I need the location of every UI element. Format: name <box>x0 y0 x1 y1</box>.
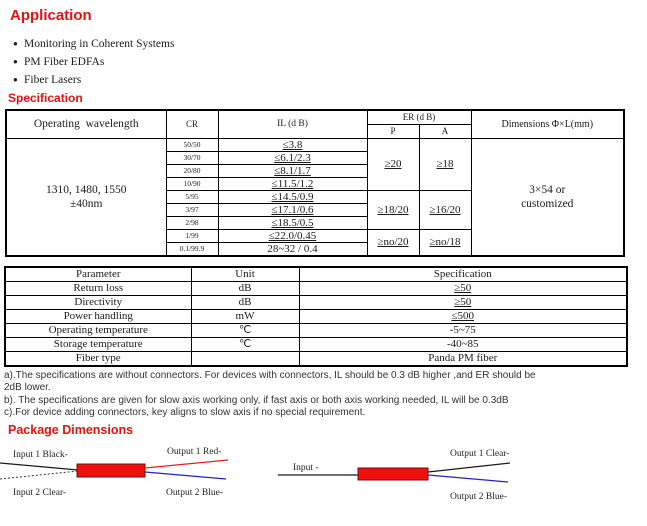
cr-cell: 30/70 <box>166 151 218 164</box>
cr-cell: 2/98 <box>166 216 218 229</box>
footnote-a: a).The specifications are without connectors. For devices with connectors, IL should be 0.3 dB higher ,and ER should be 2dB lower. <box>4 369 536 393</box>
output1-label: Output 1 Clear- <box>450 448 510 459</box>
parameter-cell: Operating temperature <box>5 323 191 337</box>
col-er-a: A <box>419 124 471 138</box>
spec-cell: ≤500 <box>299 309 627 323</box>
coupler-2x2-diagram <box>0 437 290 507</box>
col-er-p: P <box>367 124 419 138</box>
cr-cell: 10/90 <box>166 177 218 190</box>
il-cell: ≤22.0/0.45 <box>218 229 367 242</box>
unit-cell: ℃ <box>191 323 299 337</box>
cr-cell: 0.1/99.9 <box>166 242 218 256</box>
list-item <box>0 53 647 71</box>
col-specification: Specification <box>299 267 627 282</box>
er-a-cell: ≥no/18 <box>419 229 471 256</box>
bullet-icon: ● <box>13 39 18 48</box>
application-item-label: Fiber Lasers <box>24 74 82 86</box>
col-er: ER (d B) <box>367 110 471 124</box>
parameter-cell: Return loss <box>5 281 191 295</box>
parameter-table <box>4 266 628 367</box>
input-label: Input - <box>293 462 319 473</box>
coupler-body <box>358 468 428 480</box>
application-list <box>0 35 647 89</box>
il-cell: ≤17.1/0.6 <box>218 203 367 216</box>
input2-label: Input 2 Clear- <box>13 487 67 498</box>
output2-label: Output 2 Blue- <box>166 487 223 498</box>
output1-fiber-line <box>428 463 510 472</box>
unit-cell: ℃ <box>191 337 299 351</box>
specification-heading: Specification <box>8 91 83 105</box>
application-heading: Application <box>10 7 92 24</box>
bullet-icon: ● <box>13 75 18 84</box>
col-dimensions: Dimensions Φ×L(mm) <box>471 110 624 138</box>
list-item <box>0 71 647 89</box>
footnote-b: b). The specifications are given for slow axis working only, if fast axis or both axis working needed, IL will be 0.3dB <box>4 394 509 406</box>
input1-label: Input 1 Black- <box>13 449 68 460</box>
specification-table <box>5 109 625 257</box>
table-row <box>5 323 627 337</box>
spec-cell: -40~85 <box>299 337 627 351</box>
unit-cell: dB <box>191 295 299 309</box>
dimensions-line2: customized <box>521 197 574 210</box>
er-p-cell: ≥no/20 <box>367 229 419 256</box>
package-diagrams <box>0 437 647 509</box>
table-row <box>5 351 627 366</box>
er-p-cell: ≥18/20 <box>367 190 419 229</box>
spec-cell: ≥50 <box>299 295 627 309</box>
list-item <box>0 35 647 53</box>
spec-cell: ≥50 <box>299 281 627 295</box>
unit-cell: dB <box>191 281 299 295</box>
application-item-label: Monitoring in Coherent Systems <box>24 38 175 50</box>
application-item-label: PM Fiber EDFAs <box>24 56 105 68</box>
cr-cell: 5/95 <box>166 190 218 203</box>
col-operating-wavelength: Operating wavelength <box>6 110 166 138</box>
il-cell: ≤8.1/1.7 <box>218 164 367 177</box>
table-header-row <box>6 110 624 124</box>
dimensions-line1: 3×54 or <box>529 183 566 196</box>
il-cell: ≤18.5/0.5 <box>218 216 367 229</box>
er-p-cell: ≥20 <box>367 138 419 190</box>
package-dimensions-heading: Package Dimensions <box>8 422 134 437</box>
cr-cell: 3/97 <box>166 203 218 216</box>
table-header-row <box>5 267 627 282</box>
spec-cell: -5~75 <box>299 323 627 337</box>
table-row <box>5 337 627 351</box>
cr-cell: 1/99 <box>166 229 218 242</box>
dimensions-cell <box>471 138 624 256</box>
col-cr: CR <box>166 110 218 138</box>
unit-cell <box>191 351 299 366</box>
unit-cell: mW <box>191 309 299 323</box>
er-a-cell: ≥18 <box>419 138 471 190</box>
output2-fiber-line <box>145 472 226 479</box>
wavelength-cell <box>6 138 166 256</box>
footnotes <box>4 370 544 420</box>
il-cell: ≤3.8 <box>218 138 367 151</box>
output2-label: Output 2 Blue- <box>450 491 507 502</box>
output1-fiber-line <box>145 460 228 468</box>
table-row <box>5 281 627 295</box>
table-row <box>5 309 627 323</box>
parameter-cell: Fiber type <box>5 351 191 366</box>
il-cell: 28~32 / 0.4 <box>218 242 367 256</box>
parameter-cell: Storage temperature <box>5 337 191 351</box>
table-row <box>6 138 624 151</box>
cr-cell: 20/80 <box>166 164 218 177</box>
il-cell: ≤14.5/0.9 <box>218 190 367 203</box>
input2-fiber-line <box>0 471 78 479</box>
output1-label: Output 1 Red- <box>167 446 222 457</box>
table-row <box>5 295 627 309</box>
wavelength-line1: 1310, 1480, 1550 <box>46 183 127 196</box>
coupler-body <box>77 464 145 477</box>
footnote-c: c).For device adding connectors, key aligns to slow axis if no special requirement. <box>4 407 366 418</box>
bullet-icon: ● <box>13 57 18 66</box>
il-cell: ≤11.5/1.2 <box>218 177 367 190</box>
col-unit: Unit <box>191 267 299 282</box>
coupler-1x2-diagram <box>278 437 523 507</box>
parameter-cell: Power handling <box>5 309 191 323</box>
er-a-cell: ≥16/20 <box>419 190 471 229</box>
col-parameter: Parameter <box>5 267 191 282</box>
output2-fiber-line <box>428 475 508 482</box>
il-cell: ≤6.1/2.3 <box>218 151 367 164</box>
cr-cell: 50/50 <box>166 138 218 151</box>
wavelength-line2: ±40nm <box>69 197 103 210</box>
spec-cell: Panda PM fiber <box>299 351 627 366</box>
parameter-cell: Directivity <box>5 295 191 309</box>
input1-fiber-line <box>0 463 78 470</box>
col-il: IL (d B) <box>218 110 367 138</box>
